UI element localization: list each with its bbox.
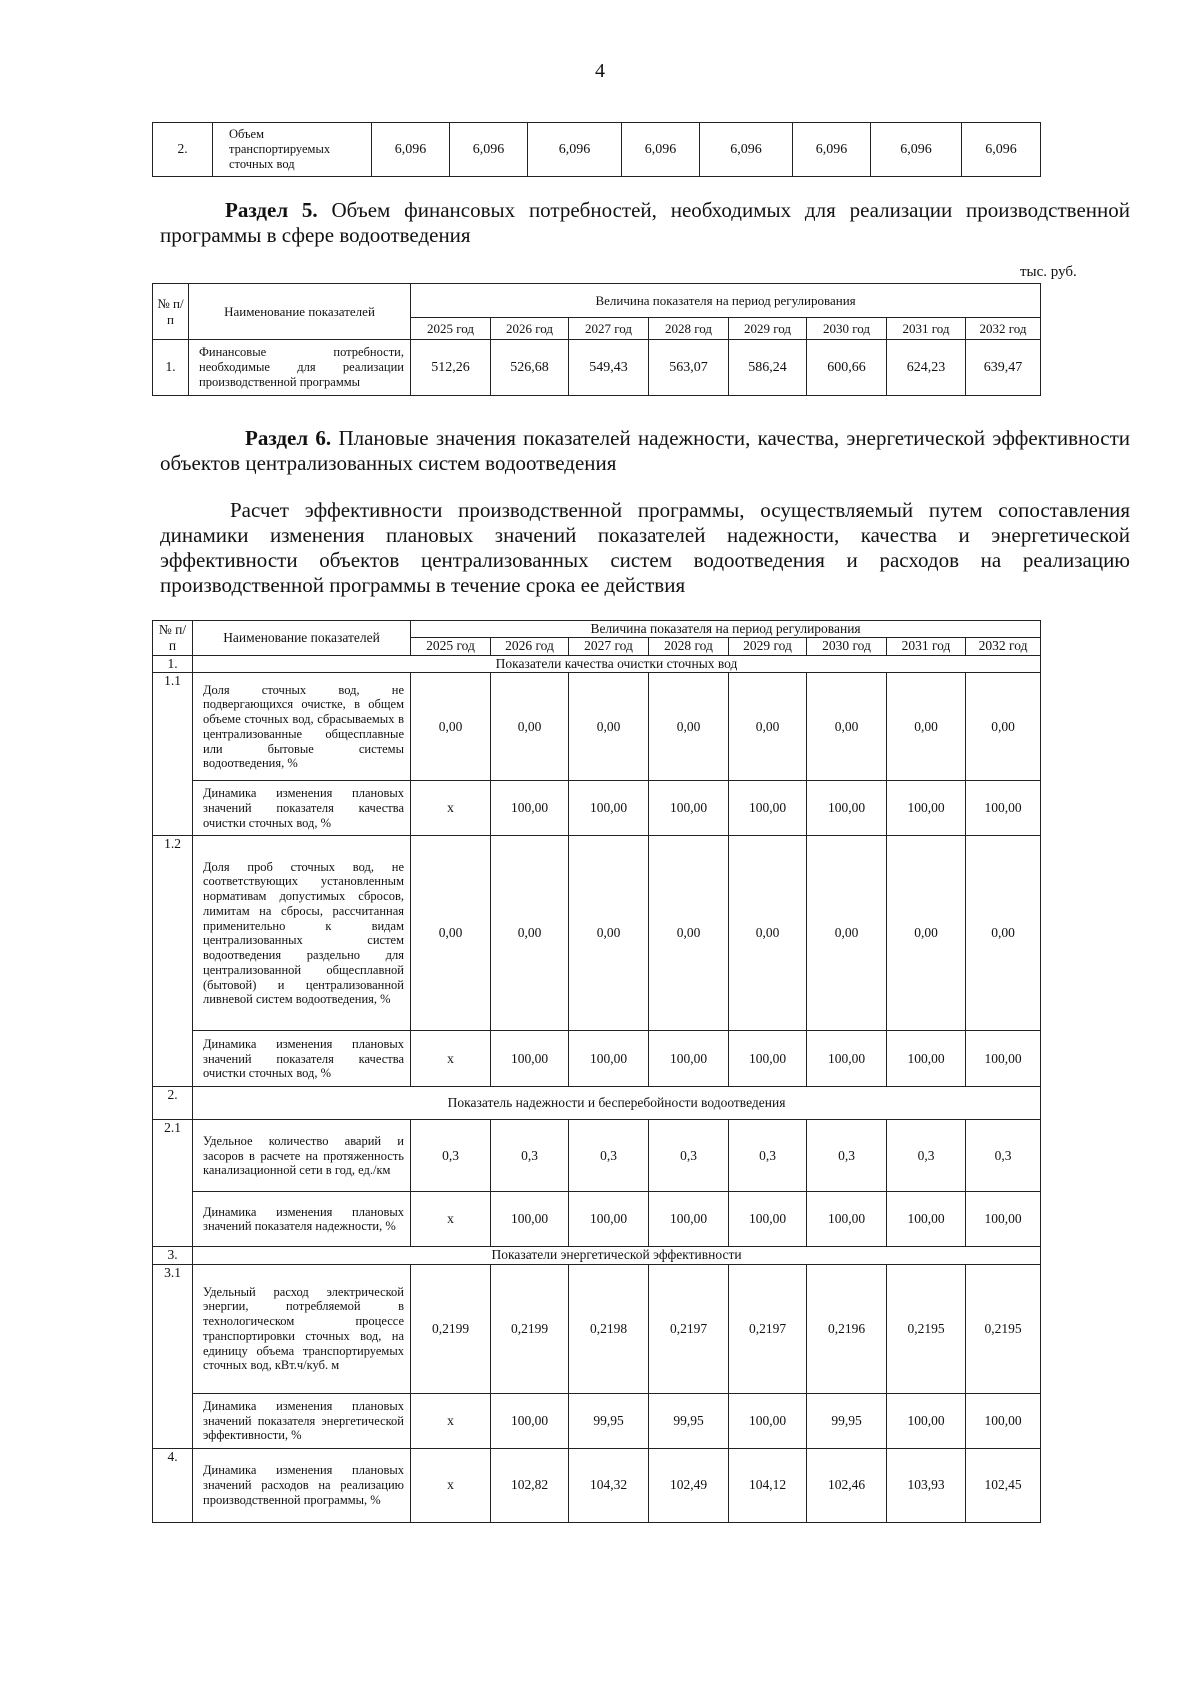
unit-label: тыс. руб. <box>1020 264 1077 280</box>
table-top-continuation <box>152 122 1041 177</box>
value-cell: 0,00 <box>411 673 491 781</box>
row-name: Динамика изменения плановых значений показателя качества очистки сточных вод, % <box>193 781 411 836</box>
row-name: Динамика изменения плановых значений расходов на реализацию производственной программы, % <box>193 1448 411 1522</box>
table-row <box>153 781 1041 836</box>
col-header-period: Величина показателя на период регулирования <box>411 621 1041 638</box>
section6-paragraph: Расчет эффективности производственной программы, осуществляемый путем сопоставления динамики изменения плановых значений показателей надежности, качества и энергетической эффективности объектов централизованных систем водоотведения и расходов на реализацию производственной программы в течение срока ее действия <box>160 498 1130 597</box>
value-cell: 624,23 <box>887 340 966 396</box>
value-cell: 0,2195 <box>966 1264 1041 1393</box>
value-cell: 0,3 <box>966 1120 1041 1192</box>
row-name: Финансовые потребности, необходимые для реализации производственной программы <box>189 340 411 396</box>
value-cell: 100,00 <box>649 781 729 836</box>
value-cell: 100,00 <box>729 1393 807 1448</box>
section-row <box>153 655 1041 672</box>
value-cell: 100,00 <box>966 1393 1041 1448</box>
row-name: Доля сточных вод, не подвергающихся очистке, в общем объеме сточных вод, сбрасываемых в централизованные общесплавные или бытовые системы водоотведения, % <box>193 673 411 781</box>
row-name: Удельный расход электрической энергии, потребляемой в технологическом процессе транспортировки сточных вод, на единицу объема транспортируемых сточных вод, кВт.ч/куб. м <box>193 1264 411 1393</box>
value-cell: 0,00 <box>649 836 729 1031</box>
year-header: 2028 год <box>649 318 729 340</box>
row-number: 2. <box>153 1087 193 1120</box>
col-header-name: Наименование показателей <box>193 621 411 656</box>
value-cell: 0,3 <box>729 1120 807 1192</box>
value-cell: 102,45 <box>966 1448 1041 1522</box>
row-number: 1. <box>153 655 193 672</box>
value-cell: 0,00 <box>887 836 966 1031</box>
value-cell: 100,00 <box>966 781 1041 836</box>
col-header-name: Наименование показателей <box>189 284 411 340</box>
value-cell: 0,00 <box>491 836 569 1031</box>
value-cell: 100,00 <box>807 1031 887 1087</box>
value-cell: 6,096 <box>700 123 793 177</box>
value-cell: 6,096 <box>871 123 962 177</box>
value-cell: 639,47 <box>966 340 1041 396</box>
value-cell: 6,096 <box>793 123 871 177</box>
value-cell: 0,00 <box>491 673 569 781</box>
value-cell: 600,66 <box>807 340 887 396</box>
value-cell: 549,43 <box>569 340 649 396</box>
table-section6 <box>152 620 1041 1523</box>
section-row <box>153 1087 1041 1120</box>
year-header: 2026 год <box>491 638 569 655</box>
value-cell: 0,2199 <box>491 1264 569 1393</box>
page-number: 4 <box>595 60 605 82</box>
year-header: 2031 год <box>887 318 966 340</box>
year-header: 2028 год <box>649 638 729 655</box>
year-header: 2026 год <box>491 318 569 340</box>
year-header: 2030 год <box>807 638 887 655</box>
row-name: Объем транспортируемых сточных вод <box>213 123 372 177</box>
value-cell: 99,95 <box>569 1393 649 1448</box>
value-cell: 6,096 <box>622 123 700 177</box>
table-row <box>153 1031 1041 1087</box>
value-cell: 526,68 <box>491 340 569 396</box>
value-cell: 100,00 <box>729 1192 807 1247</box>
row-number: 1.1 <box>153 673 193 836</box>
value-cell: 103,93 <box>887 1448 966 1522</box>
section5-title: Объем финансовых потребностей, необходимых для реализации производственной программы в сфере водоотведения <box>160 198 1130 247</box>
value-cell: 100,00 <box>807 1192 887 1247</box>
value-cell: 0,00 <box>966 836 1041 1031</box>
value-cell: 0,3 <box>887 1120 966 1192</box>
value-cell: 100,00 <box>491 1393 569 1448</box>
value-cell: 100,00 <box>887 1031 966 1087</box>
value-cell: 100,00 <box>966 1192 1041 1247</box>
row-number: 1.2 <box>153 836 193 1087</box>
row-number: 3. <box>153 1247 193 1264</box>
value-cell: 100,00 <box>491 781 569 836</box>
value-cell: 0,3 <box>491 1120 569 1192</box>
value-cell: 100,00 <box>569 1192 649 1247</box>
table-row <box>153 1120 1041 1192</box>
value-cell: 0,00 <box>729 673 807 781</box>
value-cell: 102,46 <box>807 1448 887 1522</box>
section5-label: Раздел 5. <box>225 198 318 222</box>
value-cell: 99,95 <box>649 1393 729 1448</box>
value-cell: 99,95 <box>807 1393 887 1448</box>
value-cell: 104,32 <box>569 1448 649 1522</box>
value-cell: 100,00 <box>569 1031 649 1087</box>
value-cell: 0,00 <box>729 836 807 1031</box>
col-header-no: № п/ п <box>153 284 189 340</box>
row-name: Доля проб сточных вод, не соответствующих установленным нормативам допустимых сбросов, лимитам на сбросы, рассчитанная применительно к видам централизованных систем водоотведения раздельно для централизованной общесплавной (бытовой) и централизованной ливневой систем водоотведения, % <box>193 836 411 1031</box>
year-header: 2025 год <box>411 318 491 340</box>
year-header: 2027 год <box>569 318 649 340</box>
table-row <box>153 1393 1041 1448</box>
value-cell: 100,00 <box>649 1031 729 1087</box>
table-row <box>153 673 1041 781</box>
value-cell: 100,00 <box>887 1192 966 1247</box>
value-cell: 0,3 <box>807 1120 887 1192</box>
col-header-no: № п/п <box>153 621 193 656</box>
value-cell: 0,00 <box>569 673 649 781</box>
table-section5 <box>152 283 1041 396</box>
value-cell: 100,00 <box>491 1031 569 1087</box>
table-row <box>153 1448 1041 1522</box>
section6-heading <box>160 426 1130 476</box>
value-cell: 6,096 <box>962 123 1041 177</box>
year-header: 2031 год <box>887 638 966 655</box>
value-cell: 0,00 <box>807 673 887 781</box>
row-name: Динамика изменения плановых значений показателя качества очистки сточных вод, % <box>193 1031 411 1087</box>
value-cell: 100,00 <box>729 781 807 836</box>
value-cell: 0,00 <box>966 673 1041 781</box>
table-row <box>153 123 1041 177</box>
table-row <box>153 1192 1041 1247</box>
section-title: Показатели качества очистки сточных вод <box>193 655 1041 672</box>
value-cell: 100,00 <box>569 781 649 836</box>
value-cell: x <box>411 781 491 836</box>
value-cell: 0,2197 <box>729 1264 807 1393</box>
col-header-period: Величина показателя на период регулирования <box>411 284 1041 318</box>
value-cell: 100,00 <box>729 1031 807 1087</box>
year-header: 2032 год <box>966 638 1041 655</box>
value-cell: x <box>411 1192 491 1247</box>
row-name: Динамика изменения плановых значений показателя энергетической эффективности, % <box>193 1393 411 1448</box>
value-cell: 0,2196 <box>807 1264 887 1393</box>
section-title: Показатели энергетической эффективности <box>193 1247 1041 1264</box>
year-header: 2025 год <box>411 638 491 655</box>
section-row <box>153 1247 1041 1264</box>
year-header: 2029 год <box>729 318 807 340</box>
section-title: Показатель надежности и бесперебойности водоотведения <box>193 1087 1041 1120</box>
value-cell: 586,24 <box>729 340 807 396</box>
value-cell: 512,26 <box>411 340 491 396</box>
value-cell: 0,3 <box>649 1120 729 1192</box>
value-cell: 563,07 <box>649 340 729 396</box>
value-cell: 0,2197 <box>649 1264 729 1393</box>
row-name: Динамика изменения плановых значений показателя надежности, % <box>193 1192 411 1247</box>
row-number: 1. <box>153 340 189 396</box>
value-cell: 6,096 <box>528 123 622 177</box>
row-number: 4. <box>153 1448 193 1522</box>
value-cell: 0,2198 <box>569 1264 649 1393</box>
value-cell: 100,00 <box>966 1031 1041 1087</box>
value-cell: 0,2195 <box>887 1264 966 1393</box>
table-row <box>153 836 1041 1031</box>
value-cell: 100,00 <box>649 1192 729 1247</box>
value-cell: 100,00 <box>491 1192 569 1247</box>
value-cell: 0,2199 <box>411 1264 491 1393</box>
value-cell: 0,3 <box>411 1120 491 1192</box>
value-cell: 0,00 <box>807 836 887 1031</box>
row-number: 3.1 <box>153 1264 193 1448</box>
section6-title: Плановые значения показателей надежности, качества, энергетической эффективности объектов централизованных систем водоотведения <box>160 426 1130 475</box>
value-cell: x <box>411 1393 491 1448</box>
value-cell: 0,3 <box>569 1120 649 1192</box>
section5-heading <box>160 198 1130 248</box>
value-cell: 100,00 <box>807 781 887 836</box>
row-number: 2. <box>153 123 213 177</box>
value-cell: 0,00 <box>411 836 491 1031</box>
value-cell: 102,49 <box>649 1448 729 1522</box>
row-number: 2.1 <box>153 1120 193 1247</box>
year-header: 2029 год <box>729 638 807 655</box>
value-cell: 6,096 <box>450 123 528 177</box>
value-cell: x <box>411 1031 491 1087</box>
row-name: Удельное количество аварий и засоров в расчете на протяженность канализационной сети в год, ед./км <box>193 1120 411 1192</box>
table-row <box>153 1264 1041 1393</box>
value-cell: 0,00 <box>569 836 649 1031</box>
value-cell: 0,00 <box>649 673 729 781</box>
year-header: 2030 год <box>807 318 887 340</box>
value-cell: 100,00 <box>887 781 966 836</box>
value-cell: 100,00 <box>887 1393 966 1448</box>
value-cell: 104,12 <box>729 1448 807 1522</box>
value-cell: 6,096 <box>372 123 450 177</box>
value-cell: x <box>411 1448 491 1522</box>
year-header: 2032 год <box>966 318 1041 340</box>
value-cell: 102,82 <box>491 1448 569 1522</box>
table-row <box>153 340 1041 396</box>
value-cell: 0,00 <box>887 673 966 781</box>
section6-label: Раздел 6. <box>245 426 332 450</box>
year-header: 2027 год <box>569 638 649 655</box>
